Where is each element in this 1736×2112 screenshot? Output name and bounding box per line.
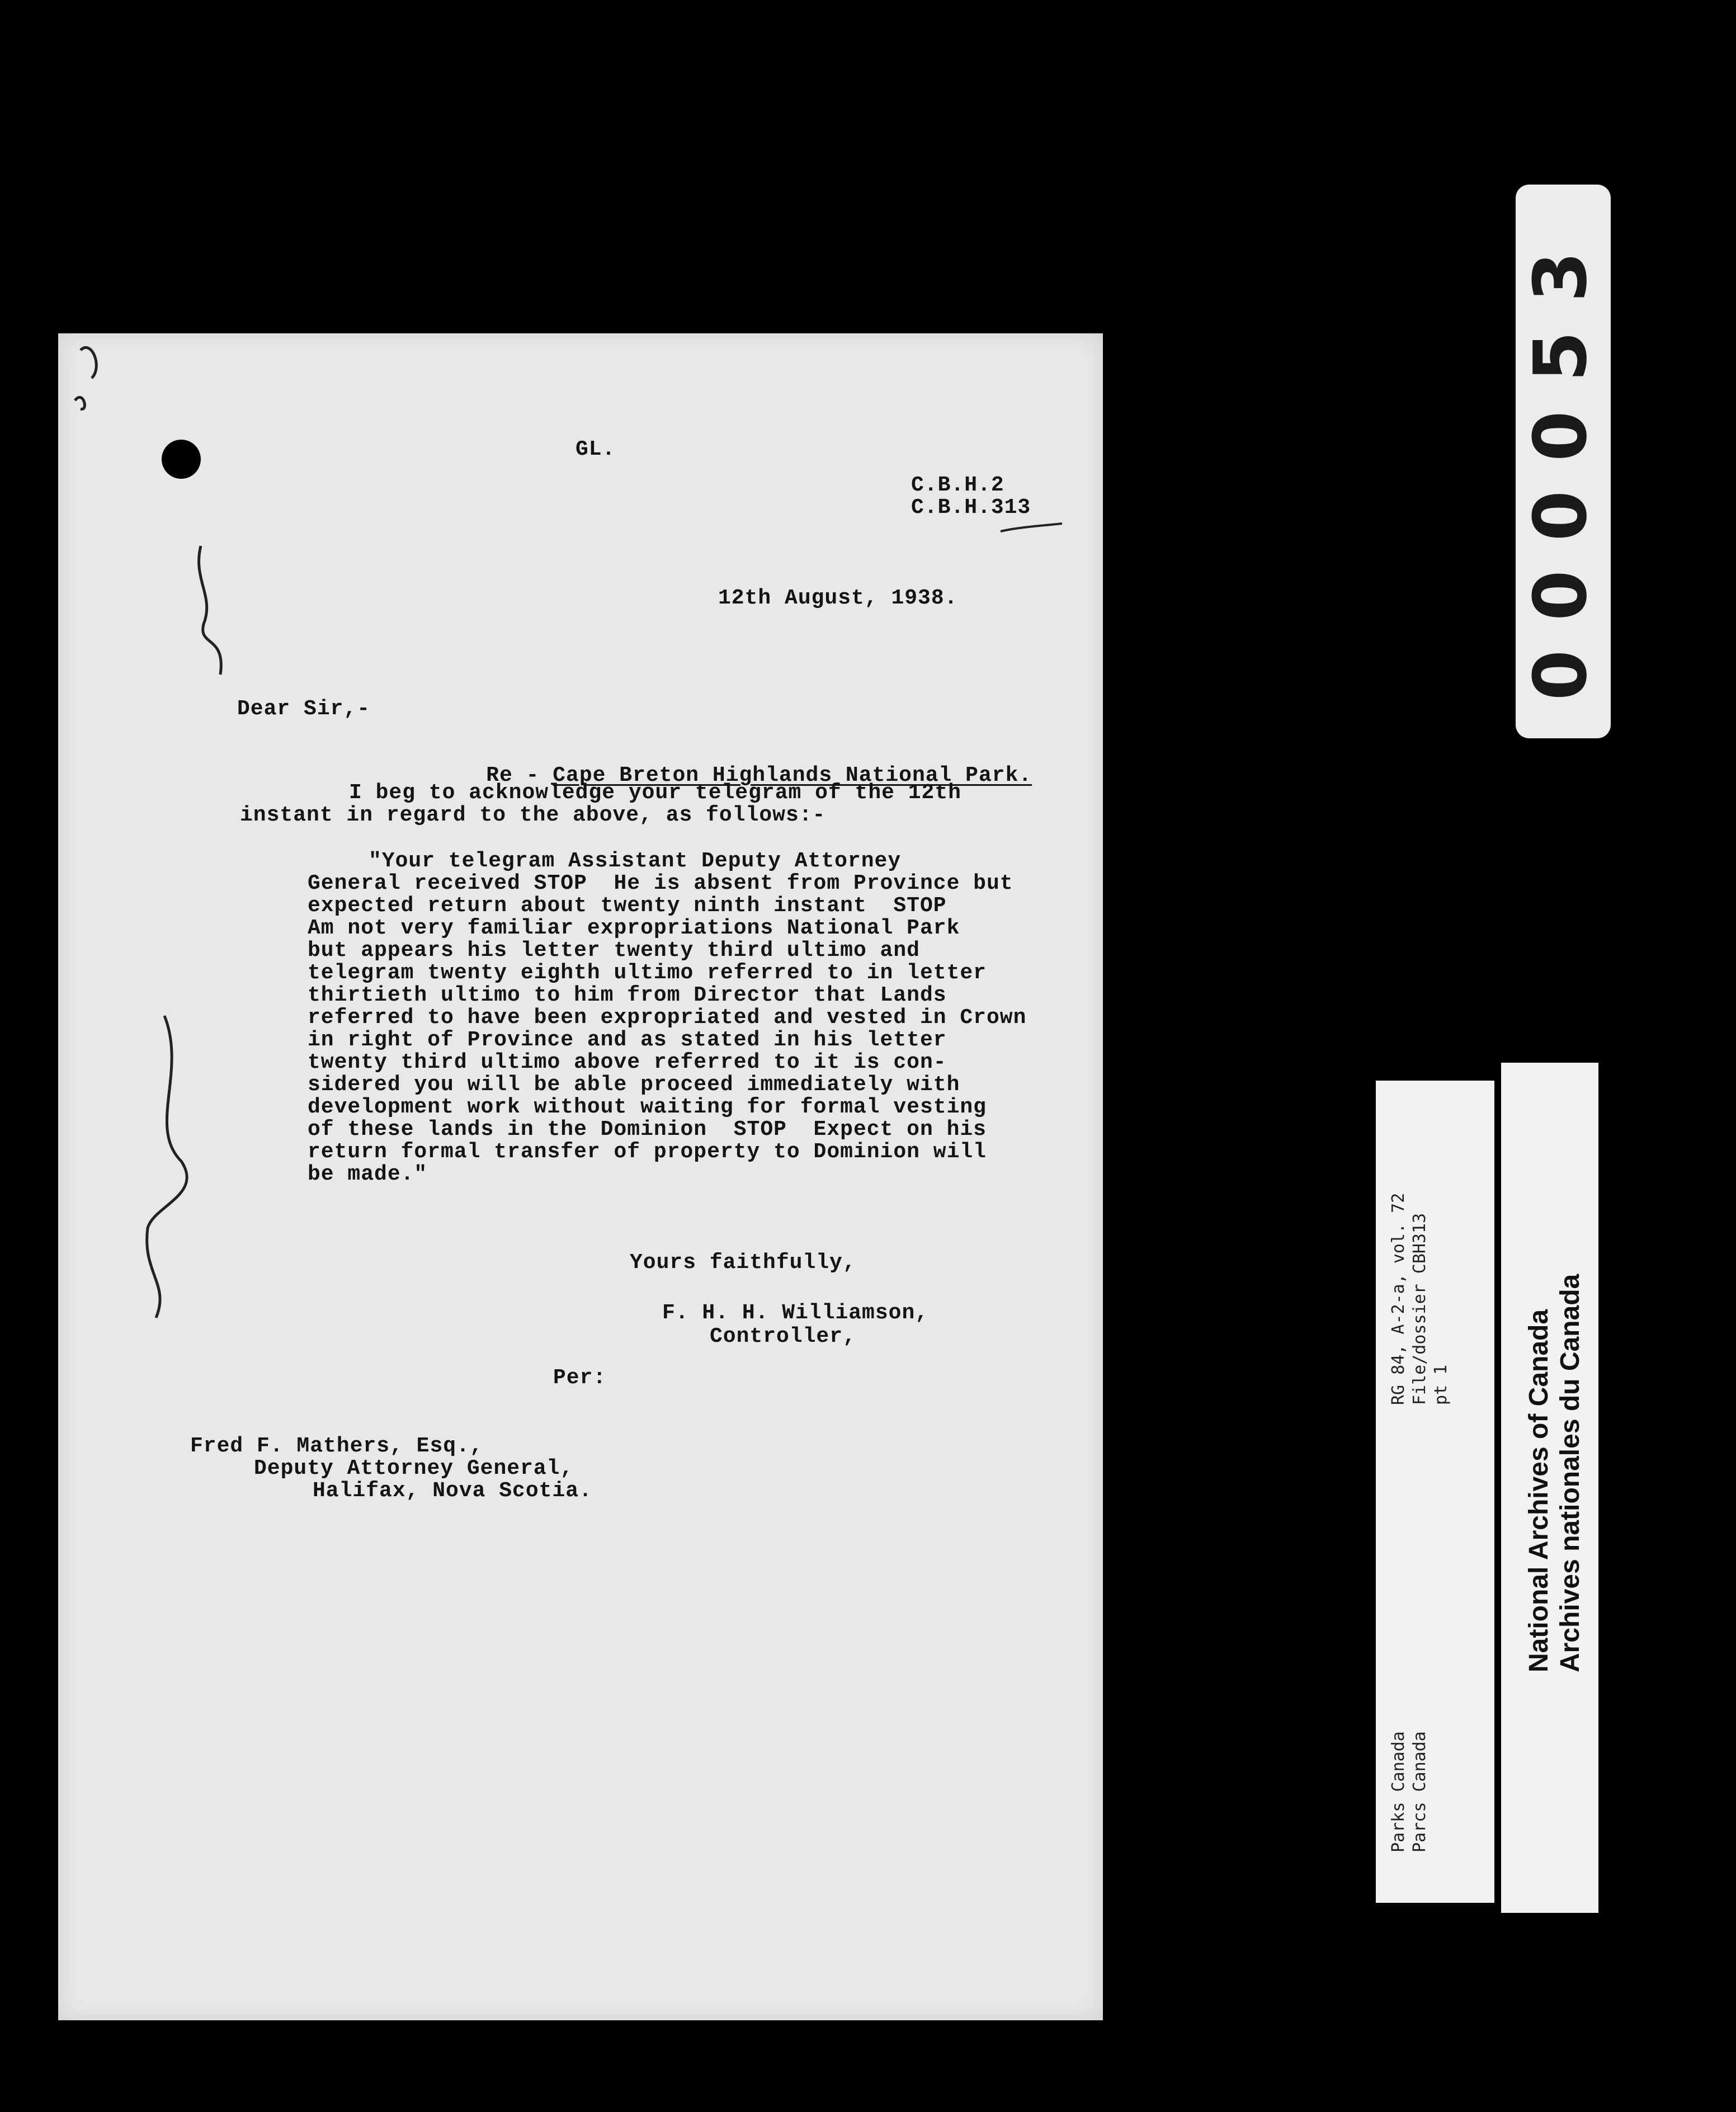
institution-en: National Archives of Canada [1524,1309,1554,1672]
addressee-title: Deputy Attorney General, [254,1456,574,1481]
quote-line: sidered you will be able proceed immediately with [308,1073,960,1097]
file-reference-1: C.B.H.2 [911,473,1004,497]
department-block [1388,1731,1431,1852]
quote-line: but appears his letter twenty third ultimo and [308,939,920,963]
institution-fr: Archives nationales du Canada [1555,1274,1585,1672]
department-en: Parks Canada [1389,1731,1408,1852]
closing: Yours faithfully, [630,1251,856,1275]
quote-line: in right of Province and as stated in his letter [308,1028,947,1052]
quote-line: referred to have been expropriated and vested in Crown [308,1006,1027,1030]
letter-date: 12th August, 1938. [718,586,958,610]
quote-line: return formal transfer of property to Dominion will [308,1140,987,1164]
archive-institution-card [1501,1063,1598,1913]
quote-line: thirtieth ultimo to him from Director that Lands [308,983,947,1007]
quote-line: telegram twenty eighth ultimo referred to in letter [308,961,987,985]
salutation: Dear Sir,- [237,697,371,721]
archive-reference-1: RG 84, A-2-a, vol. 72 [1389,1192,1408,1405]
typist-initials: GL. [575,437,616,461]
institution-block [1523,1274,1586,1672]
subject-prefix: Re - [486,763,553,788]
handwritten-marginal-marks [58,333,282,1452]
subject-title: Cape Breton Highlands National Park. [553,763,1032,788]
department-fr: Parcs Canada [1410,1731,1430,1852]
archive-reference-card [1376,1081,1494,1903]
signer-name: F. H. H. Williamson, [662,1301,929,1325]
file-reference-2: C.B.H.313 [911,496,1031,520]
quote-line: expected return about twenty ninth instant STOP [308,894,947,918]
quote-line: twenty third ultimo above referred to it is con- [308,1050,947,1074]
signer-title: Controller, [710,1324,856,1349]
intro-line-2: instant in regard to the above, as follows:- [240,803,826,827]
archive-reference-block [1388,1193,1452,1405]
quote-line: of these lands in the Dominion STOP Expect on his [308,1118,987,1142]
addressee-city: Halifax, Nova Scotia. [313,1479,592,1503]
quote-line: development work without waiting for formal vesting [308,1095,987,1119]
quote-line: General received STOP He is absent from Province but [308,871,1013,895]
per-line: Per: [553,1366,607,1390]
quote-line: Am not very familiar expropriations National Park [308,916,960,940]
archive-reference-3: pt 1 [1431,1364,1451,1405]
archive-reference-2: File/dossier CBH313 [1410,1213,1430,1405]
letter-page [58,333,1103,2020]
addressee-name: Fred F. Mathers, Esq., [190,1434,483,1458]
quote-line: be made." [308,1162,428,1186]
file-ref-underline-mark [998,520,1065,537]
intro-line-1: I beg to acknowledge your telegram of the 12th [349,781,961,805]
quote-line: "Your telegram Assistant Deputy Attorney [369,849,902,873]
frame-number: 000053 [1518,222,1603,701]
